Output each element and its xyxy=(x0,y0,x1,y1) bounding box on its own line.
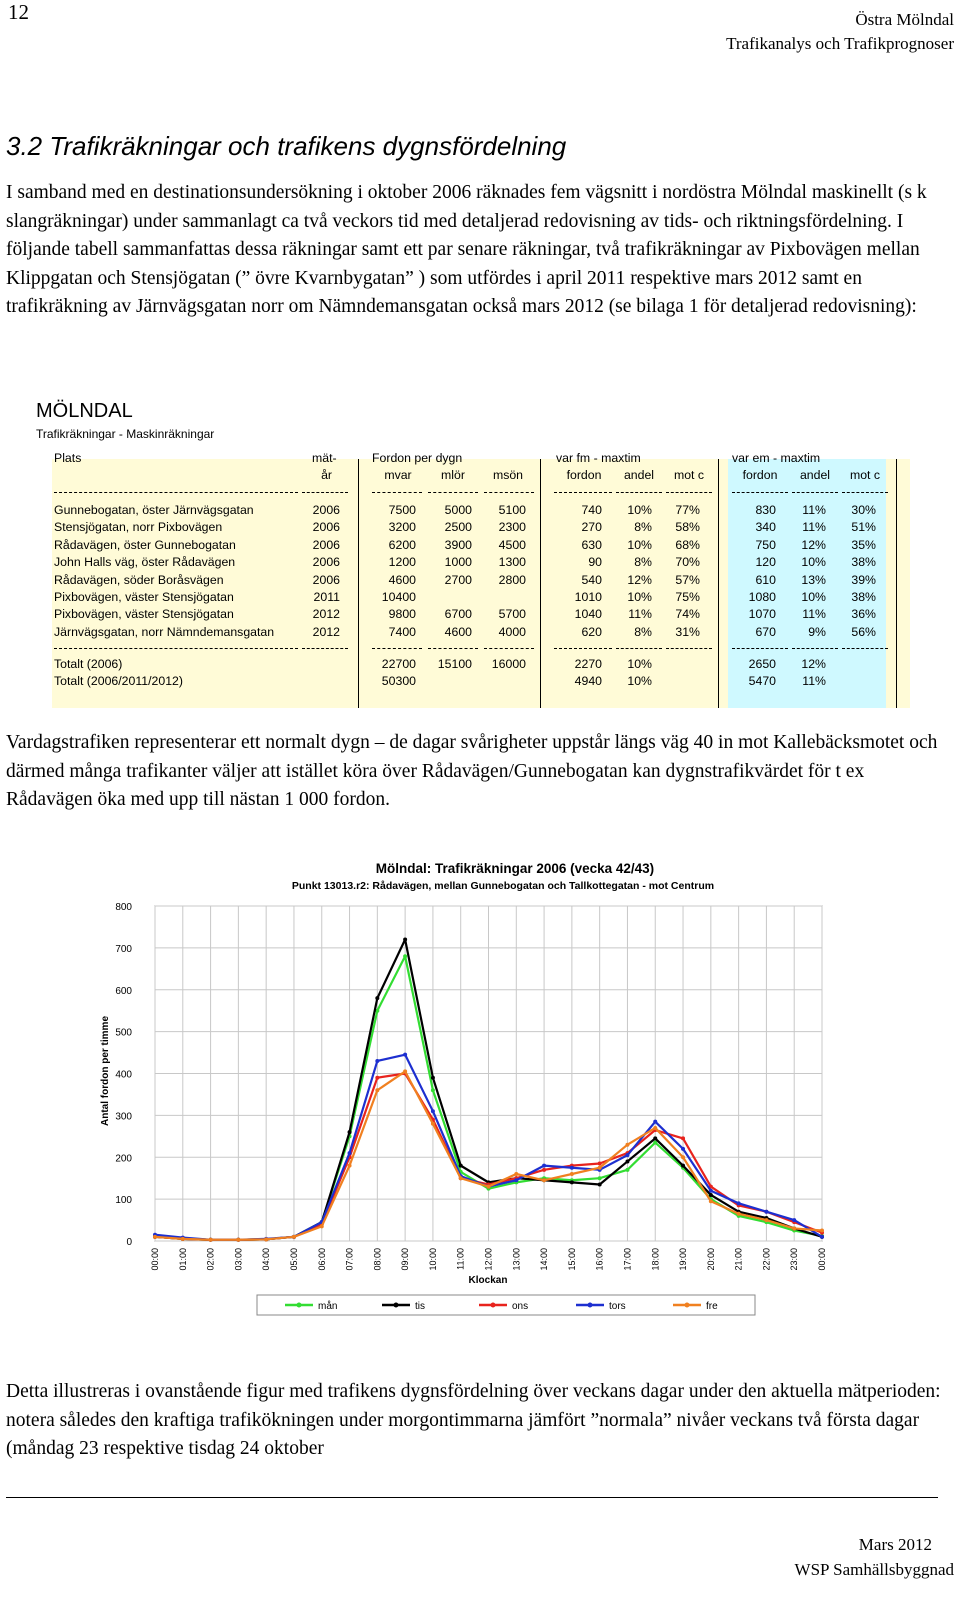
table-row xyxy=(52,554,916,572)
data-point xyxy=(348,1151,352,1155)
cell-mson: 4500 xyxy=(498,537,526,552)
cell-plats: Rådavägen, öster Gunnebogatan xyxy=(54,537,236,552)
cell-mvar: 1200 xyxy=(388,555,416,570)
cell-mvar: 9800 xyxy=(388,607,416,622)
cell-ar: 2006 xyxy=(312,537,340,552)
x-tick-label: 13:00 xyxy=(511,1248,522,1271)
x-tick-label: 18:00 xyxy=(650,1248,661,1271)
cell-mlor: 6700 xyxy=(444,607,472,622)
header-fordon-per-dygn: Fordon per dygn xyxy=(372,451,463,465)
data-point xyxy=(403,954,407,958)
legend-marker xyxy=(394,1303,399,1308)
cell-ar: 2006 xyxy=(312,572,340,587)
cell-ar: 2011 xyxy=(313,590,340,604)
header-mlor: mlör xyxy=(441,468,465,482)
cell-fmc: 70% xyxy=(675,555,700,570)
table-row xyxy=(52,606,916,624)
legend-marker xyxy=(588,1303,593,1308)
y-tick-label: 300 xyxy=(115,1111,132,1123)
x-tick-label: 02:00 xyxy=(205,1248,216,1271)
intro-paragraph: I samband med en destinationsundersökning i oktober 2006 räknades fem vägsnitt i nordöstra Mölndal maskinellt (s k slangräkningar) under sammanlagt ca två veckors tid med detaljerad redovisning av tids- och riktningsfördelning. I följande tabell sammanfattas dessa räkningar samt ett par senare räkningar, två trafikräkningar av Pixbovägen mellan Klippgatan och Stensjögatan (” övre Kvarnbygatan” ) som utfördes i april 2011 respektive mars 2012 samt en trafikräkning av Järnvägsgatan norr om Nämndemansgatan också mars 2012 (se bilaga 1 för detaljerad redovisning): xyxy=(6,182,927,317)
data-point xyxy=(598,1162,602,1166)
cell-emf: 1070 xyxy=(748,607,776,622)
data-point xyxy=(570,1180,574,1184)
data-point xyxy=(431,1122,435,1126)
data-point xyxy=(570,1166,574,1170)
cell-plats: Gunnebogatan, öster Järnvägsgatan xyxy=(54,503,254,517)
x-tick-label: 08:00 xyxy=(372,1248,383,1271)
x-tick-label: 20:00 xyxy=(705,1248,716,1271)
data-point xyxy=(625,1168,629,1172)
data-point xyxy=(737,1212,741,1216)
data-point xyxy=(264,1237,268,1241)
table-row xyxy=(52,502,916,520)
table-total-row xyxy=(52,673,916,691)
table-row xyxy=(52,589,916,607)
data-point xyxy=(153,1235,157,1239)
legend-label: tis xyxy=(415,1301,425,1312)
data-point xyxy=(209,1238,213,1242)
header-mvar: mvar xyxy=(384,468,412,482)
x-tick-label: 15:00 xyxy=(566,1248,577,1271)
header-fm-maxtim: var fm - maxtim xyxy=(556,451,641,465)
cell-ema: 11% xyxy=(802,503,826,517)
data-point xyxy=(681,1164,685,1168)
data-point xyxy=(820,1235,824,1239)
cell-emf: 340 xyxy=(755,520,776,535)
cell-mvar: 10400 xyxy=(381,590,416,604)
cell-ema: 13% xyxy=(801,572,826,587)
data-point xyxy=(820,1229,824,1233)
cell-emf: 1080 xyxy=(748,590,776,604)
data-point xyxy=(709,1193,713,1197)
chart-title: Mölndal: Trafikräkningar 2006 (vecka 42/43) xyxy=(375,861,655,876)
data-point xyxy=(625,1153,629,1157)
cell-mvar: 22700 xyxy=(381,657,416,671)
data-point xyxy=(598,1166,602,1170)
cell-emc: 38% xyxy=(851,555,876,570)
traffic-distribution-chart xyxy=(95,855,855,1325)
data-point xyxy=(236,1238,240,1242)
data-point xyxy=(542,1164,546,1168)
legend-marker xyxy=(685,1303,690,1308)
data-point xyxy=(487,1185,491,1189)
cell-mlor: 2500 xyxy=(444,520,472,535)
header-em-motc: mot c xyxy=(849,468,881,482)
cell-fmf: 4940 xyxy=(574,674,602,689)
cell-fmf: 270 xyxy=(581,520,602,535)
cell-emc: 35% xyxy=(851,537,876,552)
data-point xyxy=(514,1172,518,1176)
y-tick-label: 500 xyxy=(115,1027,132,1039)
cell-mlor: 15100 xyxy=(437,657,472,671)
cell-plats: Järnvägsgatan, norr Nämndemansgatan xyxy=(54,624,275,639)
data-point xyxy=(375,996,379,1000)
header-mson: msön xyxy=(492,468,524,482)
table-subtitle: Trafikräkningar - Maskinräkningar xyxy=(36,427,215,441)
cell-fmf: 90 xyxy=(588,555,602,570)
cell-fma: 8% xyxy=(634,555,652,570)
cell-mlor: 2700 xyxy=(444,572,472,587)
cell-plats: Rådavägen, söder Boråsvägen xyxy=(54,572,224,587)
cell-fma: 8% xyxy=(634,520,652,535)
cell-ema: 12% xyxy=(801,657,826,671)
data-point xyxy=(598,1182,602,1186)
cell-plats: Pixbovägen, väster Stensjögatan xyxy=(54,590,234,604)
cell-mson: 16000 xyxy=(491,657,526,671)
data-point xyxy=(764,1210,768,1214)
running-header xyxy=(726,8,954,56)
cell-fmc: 77% xyxy=(675,503,700,517)
cell-fmf: 540 xyxy=(581,572,602,587)
x-tick-labels xyxy=(150,1248,827,1271)
data-point xyxy=(653,1136,657,1140)
cell-ema: 10% xyxy=(801,590,826,604)
data-point xyxy=(681,1136,685,1140)
x-tick-label: 23:00 xyxy=(789,1248,800,1271)
cell-emf: 610 xyxy=(755,572,776,587)
header-fm-motc: mot c xyxy=(673,468,705,482)
data-point xyxy=(431,1109,435,1113)
cell-plats: Totalt (2006) xyxy=(54,657,123,671)
cell-fmf: 2270 xyxy=(574,657,602,671)
data-point xyxy=(403,1053,407,1057)
x-tick-label: 01:00 xyxy=(177,1248,188,1271)
header-project: Östra Mölndal xyxy=(855,10,954,29)
header-em-fordon: fordon xyxy=(742,468,778,482)
data-point xyxy=(542,1168,546,1172)
cell-emf: 830 xyxy=(755,503,776,517)
legend-label: mån xyxy=(318,1301,338,1312)
y-tick-label: 100 xyxy=(115,1195,132,1207)
cell-ema: 10% xyxy=(801,555,826,570)
y-tick-label: 400 xyxy=(115,1069,132,1081)
cell-ema: 12% xyxy=(801,537,826,552)
legend-marker xyxy=(297,1303,302,1308)
cell-fma: 10% xyxy=(627,590,652,604)
cell-ema: 11% xyxy=(802,520,826,535)
cell-fma: 11% xyxy=(628,607,652,622)
cell-mvar: 3200 xyxy=(388,520,416,535)
y-tick-label: 800 xyxy=(115,902,132,913)
x-tick-label: 17:00 xyxy=(622,1248,633,1271)
x-tick-label: 09:00 xyxy=(400,1248,411,1271)
legend-label: tors xyxy=(609,1301,626,1312)
x-tick-label: 12:00 xyxy=(483,1248,494,1271)
table-header-row xyxy=(52,467,916,485)
cell-ema: 9% xyxy=(808,624,826,639)
header-report: Trafikanalys och Trafikprognoser xyxy=(726,34,954,53)
data-point xyxy=(792,1218,796,1222)
data-point xyxy=(403,1069,407,1073)
cell-emf: 2650 xyxy=(748,657,776,671)
x-axis-label: Klockan xyxy=(468,1275,508,1286)
cell-fmc: 68% xyxy=(675,537,700,552)
chart-subtitle: Punkt 13013.r2: Rådavägen, mellan Gunnebogatan och Tallkottegatan - mot Centrum xyxy=(291,880,715,892)
cell-fmf: 620 xyxy=(581,624,602,639)
data-point xyxy=(625,1143,629,1147)
cell-ema: 11% xyxy=(802,607,826,622)
data-point xyxy=(348,1164,352,1168)
data-point xyxy=(431,1088,435,1092)
cell-fmf: 740 xyxy=(581,503,602,517)
data-point xyxy=(459,1176,463,1180)
data-point xyxy=(598,1176,602,1180)
cell-emf: 120 xyxy=(755,555,776,570)
legend-label: fre xyxy=(706,1301,718,1312)
data-point xyxy=(431,1076,435,1080)
data-point xyxy=(542,1178,546,1182)
cell-fmf: 1040 xyxy=(574,607,602,622)
chart-legend xyxy=(257,1295,755,1315)
cell-fma: 8% xyxy=(634,624,652,639)
cell-mson: 5700 xyxy=(498,607,526,622)
cell-mlor: 1000 xyxy=(444,555,472,570)
x-tick-label: 04:00 xyxy=(261,1248,272,1271)
data-point xyxy=(459,1164,463,1168)
data-point xyxy=(514,1178,518,1182)
header-plats: Plats xyxy=(54,451,82,465)
header-fm-fordon: fordon xyxy=(566,468,602,482)
data-point xyxy=(181,1237,185,1241)
x-tick-label: 00:00 xyxy=(150,1248,160,1271)
x-tick-label: 21:00 xyxy=(733,1248,744,1271)
cell-fmc: 75% xyxy=(675,590,700,604)
x-tick-label: 05:00 xyxy=(288,1248,299,1271)
x-tick-label: 06:00 xyxy=(316,1248,327,1271)
y-tick-label: 700 xyxy=(115,943,132,955)
cell-mlor: 4600 xyxy=(444,624,472,639)
table-title: MÖLNDAL xyxy=(36,400,133,422)
x-tick-label: 10:00 xyxy=(427,1248,438,1271)
legend-marker xyxy=(491,1303,496,1308)
data-point xyxy=(764,1218,768,1222)
data-point xyxy=(709,1189,713,1193)
cell-ar: 2006 xyxy=(312,503,340,517)
x-tick-label: 22:00 xyxy=(761,1248,772,1271)
cell-emf: 5470 xyxy=(748,674,776,689)
cell-emc: 36% xyxy=(851,607,876,622)
table-total-row xyxy=(52,656,916,674)
data-point xyxy=(653,1120,657,1124)
cell-emf: 670 xyxy=(755,624,776,639)
footer-date: Mars 2012 xyxy=(858,1535,932,1554)
cell-fmc: 31% xyxy=(675,624,700,639)
cell-fmc: 57% xyxy=(675,572,700,587)
section-title: 3.2 Trafikräkningar och trafikens dygnsfördelning xyxy=(6,131,567,161)
cell-mvar: 4600 xyxy=(388,572,416,587)
data-point xyxy=(737,1201,741,1205)
cell-plats: John Halls väg, öster Rådavägen xyxy=(54,555,236,570)
table-header-row xyxy=(52,450,916,468)
cell-ema: 11% xyxy=(802,674,826,689)
data-point xyxy=(792,1226,796,1230)
header-mat: mät- xyxy=(312,451,337,465)
cell-plats: Stensjögatan, norr Pixbovägen xyxy=(54,520,223,535)
data-point xyxy=(681,1147,685,1151)
chart-svg xyxy=(95,855,855,1325)
y-tick-labels xyxy=(115,902,132,1248)
chart-grid xyxy=(155,906,822,1241)
data-point xyxy=(320,1224,324,1228)
legend-label: ons xyxy=(512,1301,529,1312)
data-point xyxy=(348,1130,352,1134)
dashed-separator xyxy=(52,484,916,502)
table-row xyxy=(52,624,916,642)
cell-emc: 56% xyxy=(851,624,876,639)
header-ar: år xyxy=(321,468,332,482)
cell-mson: 2300 xyxy=(498,520,526,535)
table-row xyxy=(52,519,916,537)
data-point xyxy=(375,1076,379,1080)
cell-mvar: 7500 xyxy=(388,503,416,517)
x-tick-label: 11:00 xyxy=(455,1248,466,1270)
footer-rule xyxy=(6,1497,938,1498)
table-row xyxy=(52,537,916,555)
cell-mson: 4000 xyxy=(498,624,526,639)
cell-mson: 1300 xyxy=(498,555,526,570)
cell-emc: 30% xyxy=(851,503,876,517)
data-point xyxy=(570,1172,574,1176)
cell-fma: 12% xyxy=(627,572,652,587)
cell-ar: 2012 xyxy=(312,624,340,639)
x-tick-label: 16:00 xyxy=(594,1248,605,1271)
cell-mlor: 5000 xyxy=(444,503,472,517)
cell-mson: 5100 xyxy=(498,503,526,517)
cell-ar: 2012 xyxy=(312,607,340,622)
footer-company: WSP Samhällsbyggnad xyxy=(794,1560,954,1579)
data-point xyxy=(709,1199,713,1203)
cell-mvar: 7400 xyxy=(388,624,416,639)
cell-ar: 2006 xyxy=(312,520,340,535)
y-tick-label: 200 xyxy=(115,1153,132,1165)
data-point xyxy=(653,1126,657,1130)
header-fm-andel: andel xyxy=(623,468,655,482)
cell-fmf: 630 xyxy=(581,537,602,552)
y-tick-label: 600 xyxy=(115,985,132,997)
conclusion-paragraph: Detta illustreras i ovanstående figur med trafikens dygnsfördelning över veckans dagar under den aktuella mätperioden: notera således den kraftiga trafikökningen under morgontimmarna jämfört ”normala” nivåer veckans två första dagar (måndag 23 respektive tisdag 24 oktober xyxy=(6,1381,941,1459)
data-point xyxy=(375,1088,379,1092)
data-point xyxy=(375,1059,379,1063)
dashed-separator xyxy=(52,640,916,658)
cell-ar: 2006 xyxy=(312,555,340,570)
table-row xyxy=(52,572,916,590)
x-tick-label: 03:00 xyxy=(233,1248,244,1271)
x-tick-label: 07:00 xyxy=(344,1248,355,1271)
cell-fmc: 58% xyxy=(675,520,700,535)
weekday-paragraph: Vardagstrafiken representerar ett normalt dygn – de dagar svårigheter uppstår längs väg 40 in mot Kallebäcksmotet och därmed många trafikanter väljer att istället köra över Rådavägen/Gunnebogatan kan dygnstrafikvärdet för t ex Rådavägen öka med upp till nästan 1 000 fordon. xyxy=(6,732,938,810)
cell-fma: 10% xyxy=(627,674,652,689)
page-number: 12 xyxy=(8,0,29,24)
y-tick-label: 0 xyxy=(126,1237,132,1248)
header-em-maxtim: var em - maxtim xyxy=(732,451,821,465)
cell-mvar: 6200 xyxy=(388,537,416,552)
cell-fma: 10% xyxy=(627,537,652,552)
data-point xyxy=(403,938,407,942)
data-point xyxy=(625,1159,629,1163)
cell-emc: 39% xyxy=(851,572,876,587)
cell-plats: Pixbovägen, väster Stensjögatan xyxy=(54,607,234,622)
cell-plats: Totalt (2006/2011/2012) xyxy=(54,674,183,689)
header-em-andel: andel xyxy=(799,468,831,482)
data-point xyxy=(681,1155,685,1159)
data-point xyxy=(292,1235,296,1239)
cell-mvar: 50300 xyxy=(381,674,416,689)
cell-emc: 51% xyxy=(851,520,876,535)
cell-mlor: 3900 xyxy=(444,537,472,552)
cell-fmf: 1010 xyxy=(574,590,602,604)
x-tick-label: 00:00 xyxy=(817,1248,827,1271)
cell-mson: 2800 xyxy=(498,572,526,587)
cell-fma: 10% xyxy=(627,657,652,671)
cell-emf: 750 xyxy=(755,537,776,552)
cell-fmc: 74% xyxy=(675,607,700,622)
x-tick-label: 14:00 xyxy=(539,1248,550,1271)
traffic-count-table xyxy=(52,451,916,708)
cell-emc: 38% xyxy=(851,590,876,604)
x-tick-label: 19:00 xyxy=(678,1248,689,1271)
y-axis-label: Antal fordon per timme xyxy=(100,1015,111,1127)
cell-fma: 10% xyxy=(627,503,652,517)
